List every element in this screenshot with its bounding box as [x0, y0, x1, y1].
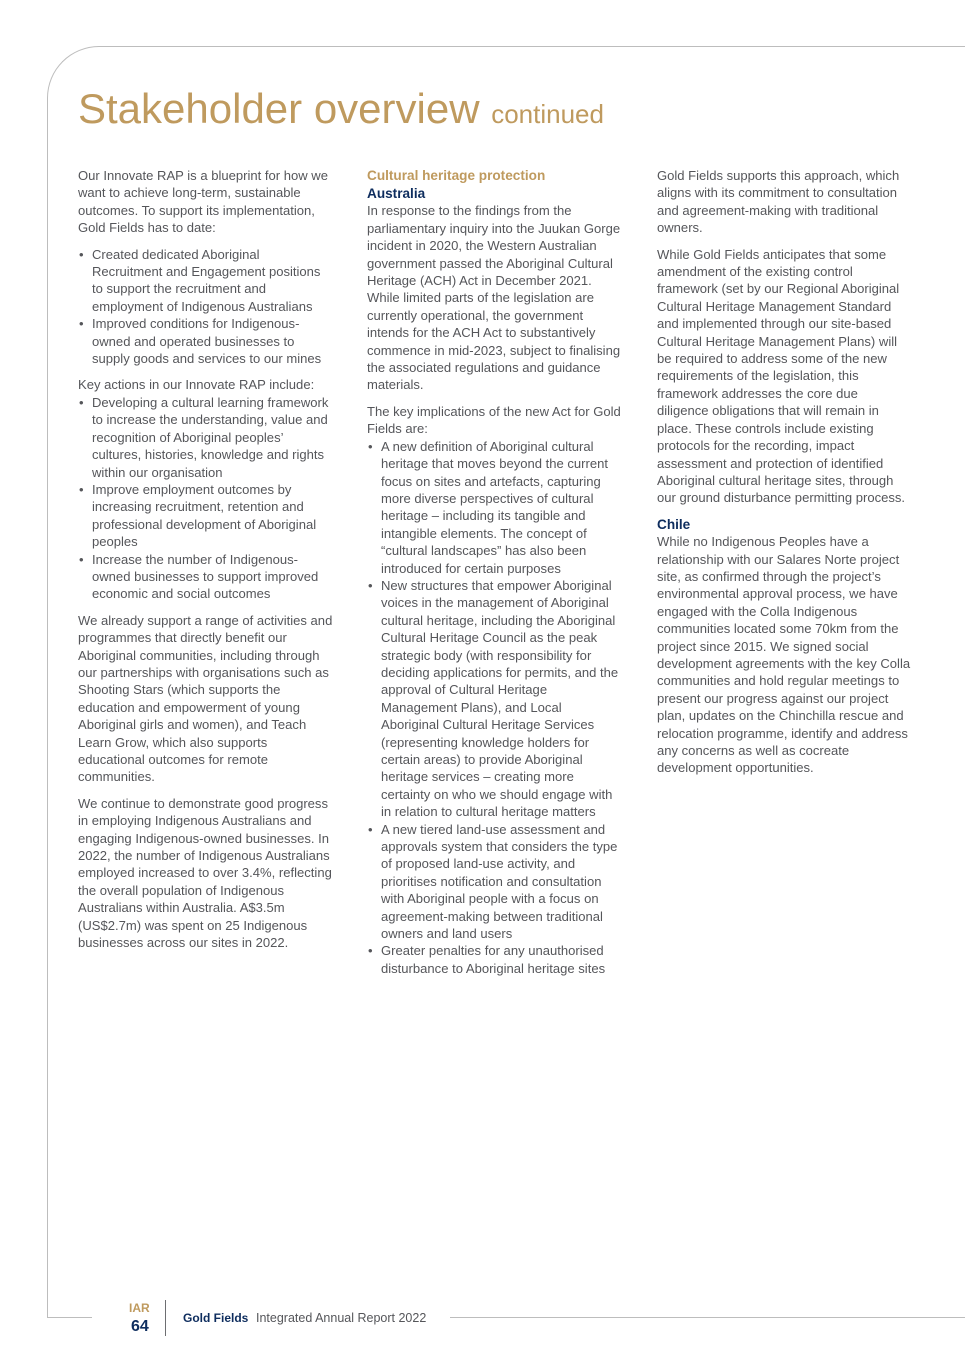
paragraph: In response to the findings from the parliamentary inquiry into the Juukan Gorge incident in 2020, the Western Australian government passed the Aboriginal Cultural Heritage (ACH) Act in December 2021. While limited parts of the legislation are currently operational, the government intends for the ACH Act to substantively commence in mid-2023, subject to finalising the associated regulations and guidance materials. [367, 203, 621, 393]
paragraph: While no Indigenous Peoples have a relationship with our Salares Norte project site, as confirmed through the project’s environmental approval process, we have engaged with the Colla Indigenous communities located some 70km from the project since 2015. We signed social development agreements with the key Colla communities and hold regular meetings to present our progress against our project plan, updates on the Chinchilla rescue and relocation programme, identify and address any concerns as well as cocreate development opportunities. [657, 534, 911, 776]
title-suffix: continued [491, 99, 604, 129]
paragraph: The key implications of the new Act for Gold Fields are: [367, 403, 621, 437]
subheading-chile: Chile [657, 516, 691, 532]
paragraph: We already support a range of activities and programmes that directly benefit our Aboriginal communities, including through our partnerships with organisations such as Shooting Stars (which supports the education and empowerment of young Aboriginal girls and women), and Teach Learn Grow, which also supports educational outcomes for remote communities. [78, 612, 333, 785]
list-item: • A new definition of Aboriginal cultural heritage that moves beyond the current focus on sites and artefacts, capturing more diverse perspectives of cultural heritage – including its tangible and intangible elements. The concept of “cultural landscapes” has also been introduced for certain purposes [367, 438, 622, 577]
column-middle [367, 167, 622, 986]
brand-name: Gold Fields [183, 1311, 249, 1325]
subheading-australia: Australia [367, 186, 426, 201]
list-item: • Improved conditions for Indigenous-owned and operated businesses to supply goods and services to our mines [78, 315, 333, 367]
section-label: IAR [129, 1301, 150, 1315]
footer-rule-left [47, 1317, 92, 1318]
page-number: 64 [131, 1318, 149, 1335]
bullet-list [78, 394, 333, 603]
list-item: • A new tiered land-use assessment and approvals system that considers the type of proposed land-use activity, and prioritises notification and consultation with Aboriginal people with a focus on agreement-making between traditional owners and land users [367, 821, 622, 943]
paragraph: While Gold Fields anticipates that some amendment of the existing control framework (set by our Regional Aboriginal Cultural Heritage Management Standard and implemented through our site-based Cultural Heritage Management Plans) will be required to address some of the new requirements of the legislation, this framework addresses the core due diligence obligations that will remain in place. These controls include existing protocols for the recording, impact assessment and protection of identified Aboriginal cultural heritage sites, through our ground disturbance permitting process. [657, 246, 906, 506]
column-right [657, 167, 912, 786]
paragraph: Gold Fields supports this approach, which aligns with its commitment to consultation and agreement-making with traditional owners. [657, 168, 900, 236]
list-item: • New structures that empower Aboriginal voices in the management of Aboriginal cultural heritage, including the Aboriginal Cultural Heritage Council as the peak strategic body (with responsibility for deciding applications for permits, and the approval of Cultural Heritage Management Plans), and Local Aboriginal Cultural Heritage Services (representing knowledge holders for certain areas) to provide Aboriginal heritage services – creating more certainty on who we should engage with in relation to cultural heritage matters [367, 577, 622, 821]
title-main: Stakeholder overview [78, 85, 480, 132]
paragraph: Key actions in our Innovate RAP include: [78, 377, 315, 393]
list-item: • Created dedicated Aboriginal Recruitment and Engagement positions to support the recruitment and employment of Indigenous Australians [78, 246, 333, 316]
page-title [78, 84, 604, 134]
section-heading: Cultural heritage protection [367, 168, 546, 183]
list-item: • Improve employment outcomes by increasing recruitment, retention and professional development of Aboriginal peoples [78, 481, 333, 551]
bullet-list [78, 246, 333, 368]
footer-divider [165, 1300, 166, 1336]
column-left [78, 167, 333, 960]
bullet-list [367, 438, 622, 978]
footer-rule-right [450, 1317, 965, 1318]
list-item: • Greater penalties for any unauthorised disturbance to Aboriginal heritage sites [367, 942, 622, 977]
list-item: • Increase the number of Indigenous-owned businesses to support improved economic and social outcomes [78, 551, 333, 603]
paragraph: Our Innovate RAP is a blueprint for how we want to achieve long-term, sustainable outcomes. To support its implementation, Gold Fields has to date: [78, 168, 328, 236]
list-item: • Developing a cultural learning framework to increase the understanding, value and recognition of Aboriginal peoples’ cultures, histories, knowledge and rights within our organisation [78, 394, 333, 481]
paragraph: We continue to demonstrate good progress in employing Indigenous Australians and engaging Indigenous-owned businesses. In 2022, the number of Indigenous Australians employed increased to over 3.4%, reflecting the overall population of Indigenous Australians within Australia. A$3.5m (US$2.7m) was spent on 25 Indigenous businesses across our sites in 2022. [78, 795, 332, 951]
report-title: Integrated Annual Report 2022 [256, 1311, 427, 1325]
